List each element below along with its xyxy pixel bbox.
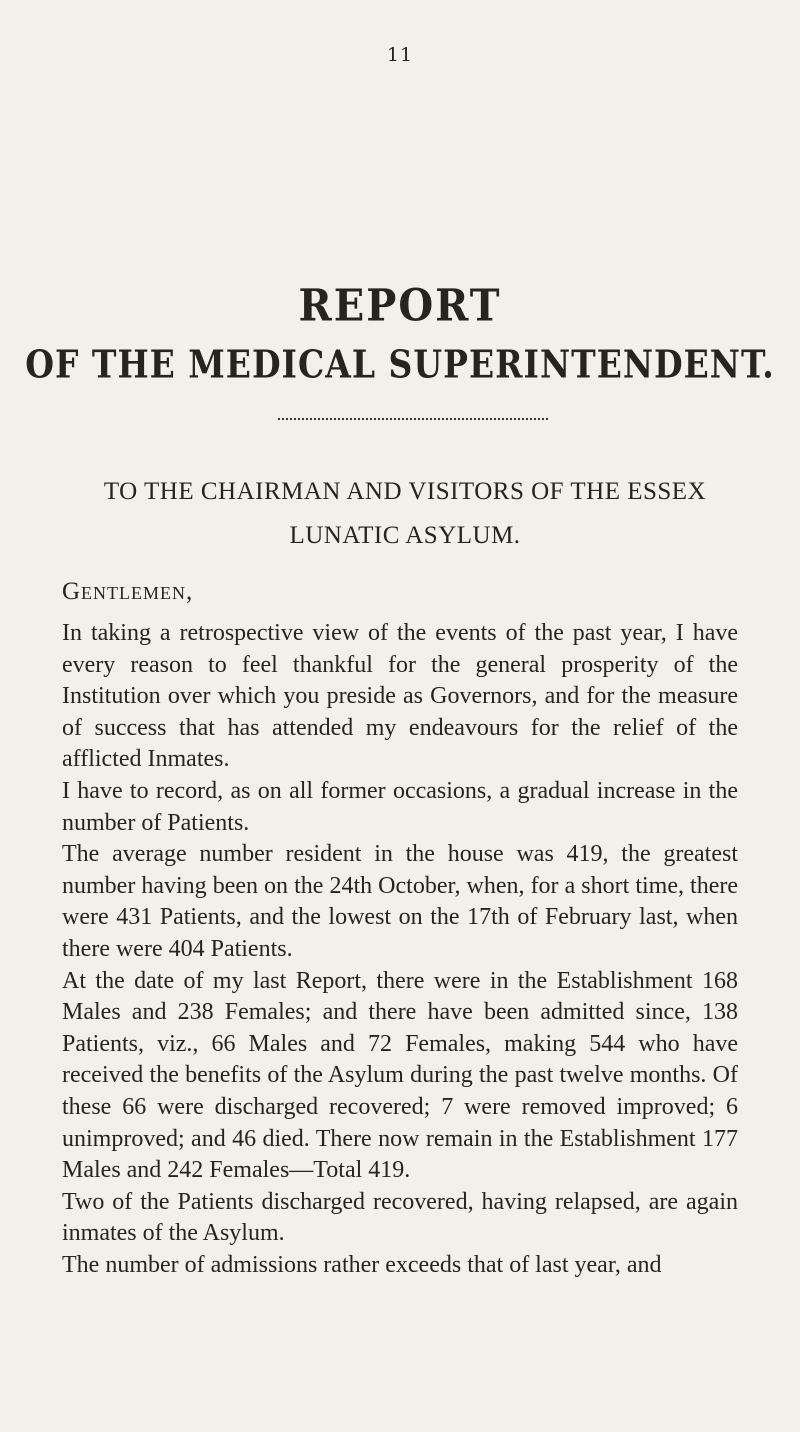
paragraph: At the date of my last Report, there were in the Establishment 168 Males and 238 Females; and there have been admitted since, 138 Patients, viz., 66 Males and 72 Females, making 544 who have received the benefits of the Asylum during the past twelve months. Of these 66 were discharged recovered; 7 were removed improved; 6 unimproved; and 46 died. There now remain in the Establishment 177 Males and 242 Females—Total 419.	[62, 967, 738, 1184]
dotted-divider	[278, 418, 548, 420]
paragraph: The average number resident in the house was 419, the greatest number having been on the 24th October, when, for a short time, there were 431 Patients, and the lowest on the 17th of February last, when there were 404 Patients.	[62, 841, 738, 962]
report-subtitle: OF THE MEDICAL SUPERINTENDENT.	[25, 342, 775, 387]
salutation: Gentlemen,	[62, 578, 194, 605]
paragraph: In taking a retrospective view of the events of the past year, I have every reason to feel thankful for the general prosperity of the Institution over which you preside as Governors, and for the measure of success that has attended my endeavours for the relief of the afflicted Inmates.	[62, 620, 738, 773]
report-body	[62, 618, 738, 1281]
paragraph: I have to record, as on all former occasions, a gradual increase in the number of Patients.	[62, 777, 738, 836]
paragraph: Two of the Patients discharged recovered, having relapsed, are again inmates of the Asylum.	[62, 1188, 738, 1247]
address-line: TO THE CHAIRMAN AND VISITORS OF THE ESSEX LUNATIC ASYLUM.	[103, 478, 707, 549]
paragraph: The number of admissions rather exceeds that of last year, and	[62, 1251, 662, 1278]
page-number: 11	[386, 44, 414, 66]
report-title: REPORT	[298, 279, 502, 332]
